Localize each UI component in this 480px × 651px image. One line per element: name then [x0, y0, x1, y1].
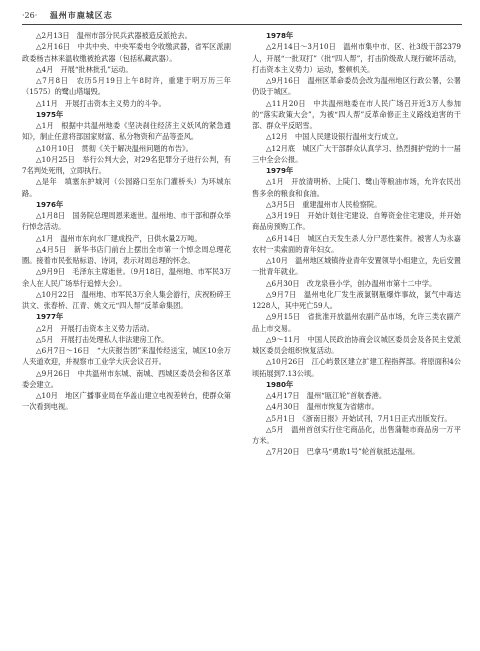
- chronicle-entry: △6月30日 改龙泉巷小学，创办温州市第十二中学。: [266, 278, 437, 288]
- chronicle-entry: △9月16日 温州区革命委员会改为温州地区行政公署，公署仍设于城区。: [252, 76, 461, 97]
- year-heading: 1975年: [36, 109, 64, 119]
- year-heading: 1977年: [36, 312, 64, 322]
- page-number: ·26·: [22, 11, 38, 20]
- chronicle-entry: △5月 温州首创实行住宅商品化，出售蒲鞋市商品房一万平方米。: [252, 424, 461, 445]
- chronicle-entry: △9～11月 中国人民政治协商会议城区委员会及各民主党派城区委员会组织恢复活动。: [252, 334, 461, 355]
- year-heading: 1978年: [266, 31, 294, 40]
- left-column: [22, 30, 231, 413]
- chronicle-entry: △2月16日 中共中央、中央军委电令收缴武器，省军区派副政委杨吉林来温收缴被抢武器（包括私藏武器）。: [22, 42, 231, 63]
- chronicle-entry: △12月底 城区广大干部群众认真学习、热烈拥护党的十一届三中全会公报。: [252, 143, 461, 164]
- chronicle-entry: △12月 中国人民建设银行温州支行成立。: [266, 132, 403, 142]
- chronicle-entry: △1月 温州市东向水厂建成投产，日供水量2万吨。: [36, 233, 202, 243]
- chronicle-entry: △11月20日 中共温州地委在市人民广场召开近3万人参加的“落实政策大会”，为被“四人帮”反革命修正主义路线迫害的干部、群众平反昭雪。: [252, 98, 461, 130]
- year-heading: 1976年: [36, 199, 64, 209]
- year-heading: 1979年: [266, 166, 294, 175]
- right-column: [252, 30, 461, 458]
- chronicle-entry: △3月5日 重建温州市人民检察院。: [266, 199, 382, 209]
- chronicle-entry: △4月 开展“批林批孔”运动。: [36, 64, 133, 74]
- chronicle-entry: △1月 开放清明桥、上陡门、鹭山等粮油市场，允许农民出售多余的粮食和食油。: [252, 177, 461, 198]
- chronicle-entry: △10月25日 举行公判大会，对29名犯罪分子进行公判，有7名判处死刑，立即执行。: [22, 154, 231, 175]
- chronicle-entry: △10月22日 温州地、市军民3万余人集会游行，庆祝粉碎王洪文、张春桥、江青、姚文元“四人帮”反革命集团。: [22, 289, 231, 310]
- page-header: [22, 10, 462, 21]
- chronicle-entry: △2月13日 温州市部分民兵武器被造反派抢去。: [36, 31, 192, 40]
- chronicle-entry: △9月7日 温州电化厂发生液氯钢瓶爆炸事故，氯气中毒达1228人，其中死亡59人。: [252, 289, 461, 310]
- chronicle-entry: △9月9日 毛泽东主席逝世。（9月18日，温州地、市军民3万余人在人民广场举行追悼大会）。: [22, 267, 231, 288]
- chronicle-entry: △9月26日 中共温州市东城、南城、西城区委员会和各区革委会建立。: [22, 368, 231, 389]
- book-title: 温州市鹿城区志: [49, 11, 113, 20]
- chronicle-entry: △6月14日 城区白天发生杀人分尸恶性案件。被害人为永嘉农村一卖索面的青年妇女。: [252, 233, 461, 254]
- year-heading: 1980年: [266, 379, 294, 389]
- chronicle-entry: △7月20日 巴拿马“勇敢1号”轮首航抵达温州。: [266, 447, 420, 457]
- chronicle-entry: △10月 地区广播事业局在华盖山建立电视差转台，使群众第一次看到电视。: [22, 391, 231, 412]
- chronicle-entry: △10月 温州地区城镇待业青年安置领导小组建立，先后安置一批青年就业。: [252, 256, 461, 277]
- chronicle-entry: △2月14日～3月10日 温州市集中市、区、社3级干部2379人，开展“一批双打”（批“四人帮”，打击阶级敌人现行破坏活动，打击资本主义势力）运动，整顿机关。: [252, 42, 461, 74]
- chronicle-entry: △是年 填塞东护城河（公园路口至东门灌桥头）为环城东路。: [22, 177, 231, 198]
- chronicle-entry: △6月7日～16日 “大庆报告团”来温传经送宝，城区10余万人夹道欢迎，并视察市工业学大庆会议召开。: [22, 346, 231, 367]
- chronicle-entry: △4月5日 新华书店门前台上摆出全市第一个悼念周总理花圈。接着市民张贴标语、诗词，表示对周总理的怀念。: [22, 244, 231, 265]
- chronicle-entry: △10月10日 贯彻《关于解决温州问题的布告》。: [36, 143, 193, 153]
- chronicle-entry: △1月 根据中共温州地委《坚决刹住经济主义妖风的紧急通知》，制止任意将部国家财富、私分物资和产品等歪风。: [22, 121, 231, 142]
- chronicle-entry: △7月8日 农历5月19日上午8时许，重建于明万历三年（1575）的鹭山塔塌毁。: [22, 76, 231, 97]
- chronicle-entry: △2月 开展打击资本主义势力活动。: [36, 323, 154, 333]
- chronicle-entry: △3月19日 开始计划住宅建设、自筹资金住宅建设，并开始商品房预购工作。: [252, 211, 461, 232]
- header-rule: [22, 24, 462, 25]
- chronicle-entry: △10月26日 江心屿景区建立扩建工程指挥部。将原面积4公顷拓展到7.13公顷。: [252, 357, 461, 378]
- chronicle-entry: △5月 开展打击处理私人非法建房工作。: [36, 334, 169, 344]
- chronicle-entry: △9月15日 省批准开放温州农副产品市场，允许三类农副产品上市交易。: [252, 312, 461, 333]
- chronicle-entry: △1月8日 国务院总理周恩来逝世。温州地、市干部和群众举行悼念活动。: [22, 211, 231, 232]
- chronicle-entry: △4月17日 温州“瓯江轮”首航香港。: [266, 391, 387, 400]
- chronicle-entry: △4月30日 温州市恢复为省辖市。: [266, 402, 379, 412]
- chronicle-entry: △5月1日 《浙南日报》开始试刊，7月1日正式出版发行。: [266, 413, 452, 423]
- chronicle-entry: △11月 开展打击资本主义势力的斗争。: [36, 98, 166, 108]
